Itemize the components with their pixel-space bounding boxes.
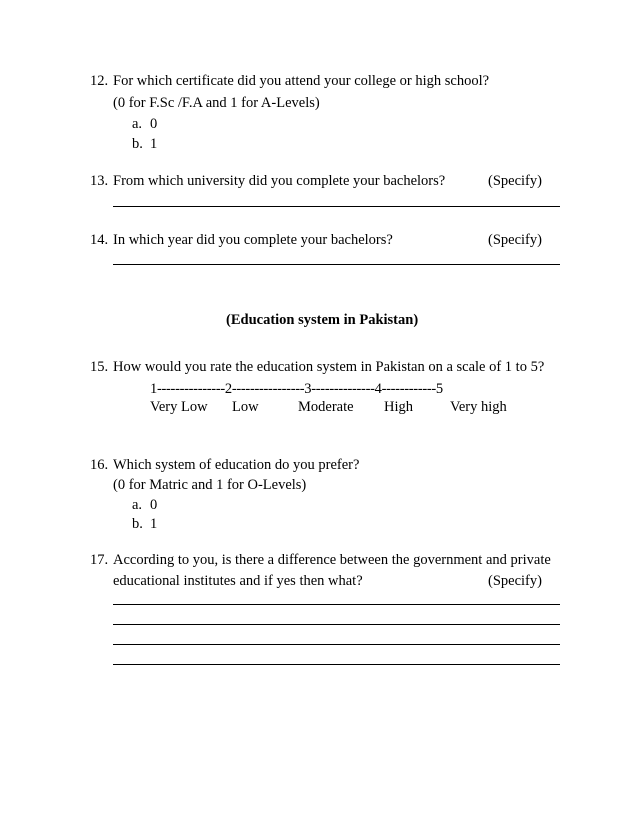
q13-specify: (Specify)	[488, 173, 542, 189]
q12-option-b-value[interactable]: 1	[150, 136, 158, 152]
q14-text: In which year did you complete your bachelors?	[113, 232, 393, 248]
q15-scale-label-high[interactable]: High	[384, 399, 413, 415]
q15-scale-line: 1---------------2----------------3--------------4------------5	[150, 381, 443, 397]
q14-answer-line[interactable]	[113, 264, 560, 265]
q17-answer-line-3[interactable]	[113, 644, 560, 645]
q15-scale-label-low[interactable]: Low	[232, 399, 259, 415]
q17-text-line2: educational institutes and if yes then what?	[113, 573, 363, 589]
q16-text: Which system of education do you prefer?	[113, 457, 360, 473]
q15-text: How would you rate the education system in Pakistan on a scale of 1 to 5?	[113, 359, 545, 375]
q12-note: (0 for F.Sc /F.A and 1 for A-Levels)	[113, 95, 320, 111]
q16-number: 16.	[90, 457, 109, 473]
q16-note: (0 for Matric and 1 for O-Levels)	[113, 477, 307, 493]
q13-number: 13.	[90, 173, 109, 189]
q17-answer-line-1[interactable]	[113, 604, 560, 605]
q17-text-line1: According to you, is there a difference between the government and private	[113, 552, 551, 568]
q16-option-b-value[interactable]: 1	[150, 516, 158, 532]
q15-scale-label-very-low[interactable]: Very Low	[150, 399, 208, 415]
q14-number: 14.	[90, 232, 109, 248]
q15-scale-label-very-high[interactable]: Very high	[450, 399, 507, 415]
q13-answer-line[interactable]	[113, 206, 560, 207]
q12-option-a-value[interactable]: 0	[150, 116, 158, 132]
q12-text: For which certificate did you attend your college or high school?	[113, 73, 490, 89]
q17-specify: (Specify)	[488, 573, 542, 589]
q12-option-b-letter: b.	[132, 136, 143, 152]
q17-answer-line-4[interactable]	[113, 664, 560, 665]
q17-answer-line-2[interactable]	[113, 624, 560, 625]
q12-option-a-letter: a.	[132, 116, 143, 132]
q14-specify: (Specify)	[488, 232, 542, 248]
q16-option-a-value[interactable]: 0	[150, 497, 158, 513]
q15-number: 15.	[90, 359, 109, 375]
q13-text: From which university did you complete your bachelors?	[113, 173, 446, 189]
section-heading: (Education system in Pakistan)	[226, 312, 419, 328]
q16-option-b-letter: b.	[132, 516, 143, 532]
q15-scale-label-moderate[interactable]: Moderate	[298, 399, 354, 415]
q12-number: 12.	[90, 73, 109, 89]
q16-option-a-letter: a.	[132, 497, 143, 513]
q17-number: 17.	[90, 552, 109, 568]
